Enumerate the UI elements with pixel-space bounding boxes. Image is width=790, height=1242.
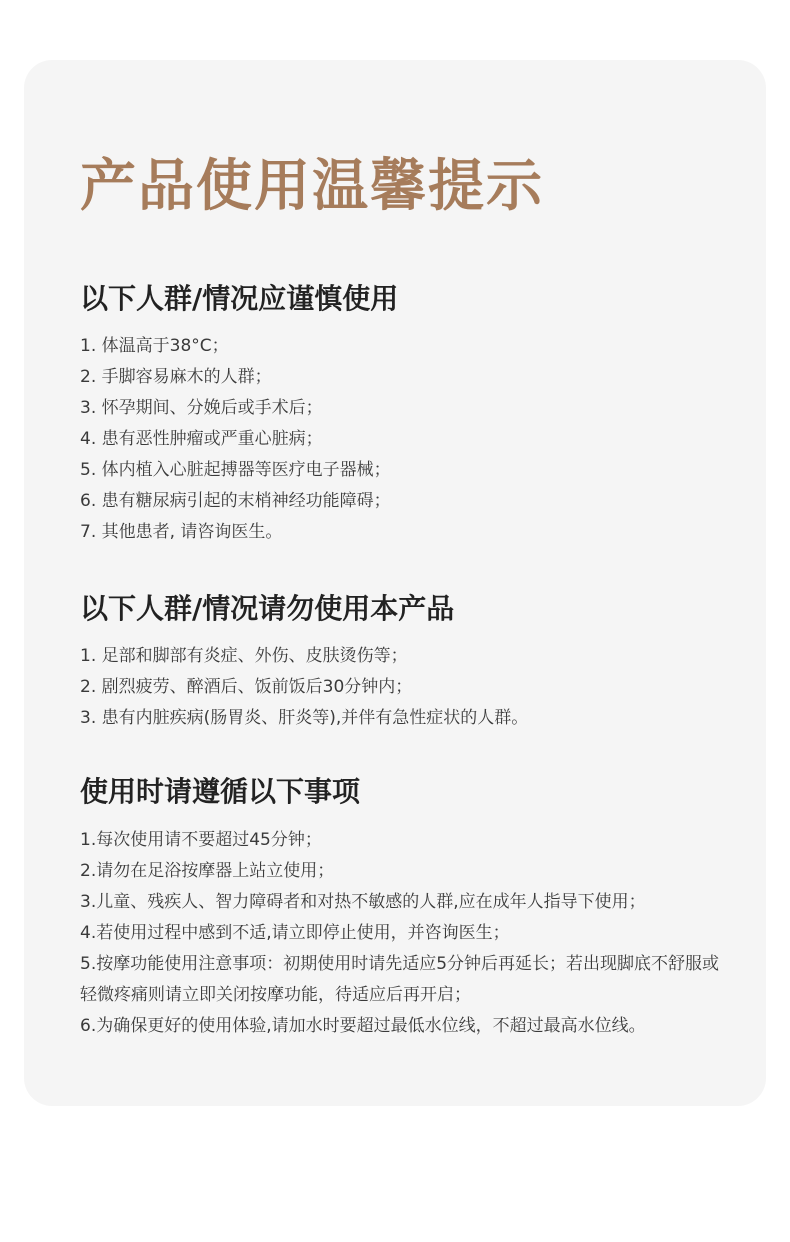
section-heading: 使用时请遵循以下事项 (80, 775, 361, 808)
list-item: 6.为确保更好的使用体验,请加水时要超过最低水位线，不超过最高水位线。 (80, 1016, 646, 1036)
list-item: 3.儿童、残疾人、智力障碍者和对热不敏感的人群,应在成年人指导下使用； (80, 892, 646, 912)
section-heading: 以下人群/情况请勿使用本产品 (80, 592, 455, 625)
caution-list (80, 331, 740, 548)
list-item: 4. 患有恶性肿瘤或严重心脏病； (80, 429, 323, 449)
usage-rules-list (80, 825, 740, 1042)
list-item: 2. 剧烈疲劳、醉酒后、饭前饭后30分钟内； (80, 677, 413, 697)
list-item: 7. 其他患者, 请咨询医生。 (80, 522, 283, 542)
list-item: 4.若使用过程中感到不适,请立即停止使用，并咨询医生； (80, 923, 510, 943)
section-heading: 以下人群/情况应谨慎使用 (80, 282, 399, 315)
list-item: 1. 体温高于38°C； (80, 336, 229, 356)
list-item: 1. 足部和脚部有炎症、外伤、皮肤烫伤等； (80, 646, 408, 666)
prohibited-section (80, 589, 740, 734)
prohibited-list (80, 641, 740, 734)
list-item: 5. 体内植入心脏起搏器等医疗电子器械； (80, 460, 391, 480)
list-item: 3. 怀孕期间、分娩后或手术后； (80, 398, 323, 418)
list-item: 2. 手脚容易麻木的人群； (80, 367, 272, 387)
caution-section (80, 279, 740, 548)
list-item: 6. 患有糖尿病引起的末梢神经功能障碍； (80, 491, 391, 511)
list-item: 1.每次使用请不要超过45分钟； (80, 830, 322, 850)
list-item: 5.按摩功能使用注意事项：初期使用时请先适应5分钟后再延长；若出现脚底不舒服或轻微疼痛则请立即关闭按摩功能，待适应后再开启； (80, 954, 720, 1005)
list-item: 3. 患有内脏疾病(肠胃炎、肝炎等),并伴有急性症状的人群。 (80, 708, 529, 728)
page-title: 产品使用温馨提示 (80, 154, 544, 219)
usage-rules-section (80, 772, 740, 1042)
list-item: 2.请勿在足浴按摩器上站立使用； (80, 861, 335, 881)
